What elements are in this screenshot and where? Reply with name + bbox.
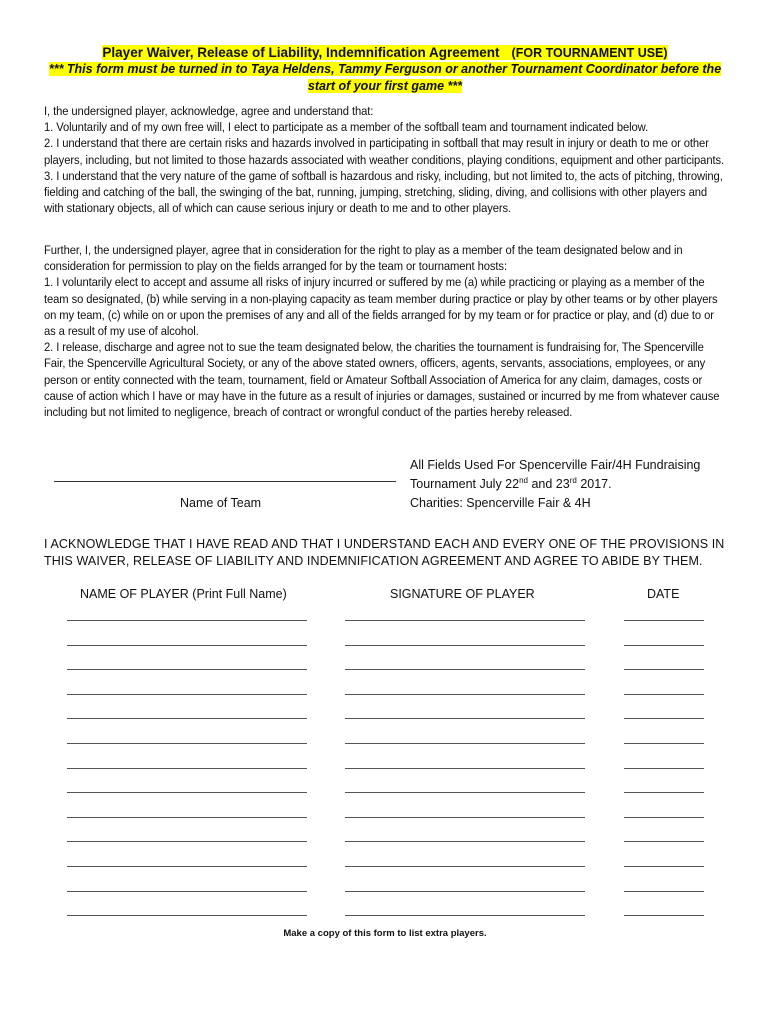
player-signature-line[interactable] — [345, 915, 585, 916]
footer-note: Make a copy of this form to list extra players. — [283, 928, 487, 939]
player-name-line[interactable] — [67, 841, 307, 842]
player-name-line[interactable] — [67, 817, 307, 818]
intro-clause-3: 3. I understand that the very nature of the game of softball is hazardous and risky, including, but not limited to, the acts of pitching, throwing, fielding and catching of the ball, the swinging of the bat, running, jumping, stretching, sliding, diving, and collisions with other players and with stationary objects, all of which can cause serious injury or death to me and to other players. — [44, 168, 723, 216]
player-date-line[interactable] — [624, 841, 704, 842]
player-date-line[interactable] — [624, 817, 704, 818]
player-signature-line[interactable] — [345, 792, 585, 793]
intro-statement: I, the undersigned player, acknowledge, agree and understand that: — [44, 104, 374, 118]
charities-label: Charities: Spencerville Fair & 4H — [410, 496, 591, 510]
player-name-line[interactable] — [67, 891, 307, 892]
tournament-fields-note — [410, 457, 730, 492]
form-title-highlight — [102, 45, 667, 60]
fields-note-date-2: and 23 — [528, 477, 570, 492]
player-signature-line[interactable] — [345, 669, 585, 670]
further-clause-2: 2. I release, discharge and agree not to sue the team designated below, the charities the tournament is fundraising for, The Spencerville Fair, the Spencerville Agricultural Society, or any of the above stated owners, officers, agents, servants, associations, employees, or any person or entity connected with the team, tournament, field or Amateur Softball Association of America for any claim, damages, costs or cause of action which I have or may have in the future as a result of injuries or damages, sustained or incurred by me from whatever cause including but not limited to negligence, breach of contract or wrongful conduct of the parties hereby released. — [44, 340, 720, 420]
fields-note-line1: All Fields Used For Spencerville Fair/4H Fundraising — [410, 458, 701, 472]
player-date-line[interactable] — [624, 743, 704, 744]
player-signature-line[interactable] — [345, 645, 585, 646]
fields-note-sup-2: rd — [569, 476, 577, 485]
team-name-line[interactable] — [54, 481, 396, 482]
player-signature-line[interactable] — [345, 718, 585, 719]
submission-notice-text: *** This form must be turned in to Taya Heldens, Tammy Ferguson or another Tournament Coordinator before the start of your first game *** — [48, 62, 722, 93]
player-name-column-header: NAME OF PLAYER (Print Full Name) — [80, 587, 287, 601]
fields-note-date-1: Tournament July 22 — [410, 477, 520, 492]
player-name-line[interactable] — [67, 718, 307, 719]
further-statement: Further, I, the undersigned player, agree that in consideration for the right to play as a member of the team designated below and in consideration for permission to play on the fields arranged for by the team or tournament hosts: — [44, 243, 683, 274]
signature-column-header: SIGNATURE OF PLAYER — [390, 587, 535, 601]
player-date-line[interactable] — [624, 645, 704, 646]
player-date-line[interactable] — [624, 694, 704, 695]
player-date-line[interactable] — [624, 620, 704, 621]
player-date-line[interactable] — [624, 669, 704, 670]
player-signature-line[interactable] — [345, 891, 585, 892]
player-date-line[interactable] — [624, 718, 704, 719]
player-date-line[interactable] — [624, 792, 704, 793]
team-name-label: Name of Team — [180, 496, 262, 510]
form-title — [44, 44, 726, 62]
player-signature-line[interactable] — [345, 841, 585, 842]
player-signature-line[interactable] — [345, 768, 585, 769]
fields-note-sup-1: nd — [519, 476, 528, 485]
player-signature-line[interactable] — [345, 743, 585, 744]
submission-notice — [44, 61, 726, 95]
fields-note-year: 2017. — [576, 477, 612, 492]
player-signature-line[interactable] — [345, 866, 585, 867]
further-section — [44, 242, 725, 420]
player-date-line[interactable] — [624, 915, 704, 916]
form-title-main: Player Waiver, Release of Liability, Indemnification Agreement — [102, 45, 500, 60]
player-name-line[interactable] — [67, 768, 307, 769]
further-clause-1: 1. I voluntarily elect to accept and assume all risks of injury incurred or suffered by me (a) while practicing or playing as a member of the team so designated, (b) while serving in a non-playing capacity as team member during practice or play by other teams or by other players on my team, (c) while on or upon the premises of any and all of the fields arranged for by my team or for practice or play, and (d) due to or as a result of my use of alcohol. — [44, 275, 718, 339]
player-signature-line[interactable] — [345, 620, 585, 621]
player-name-line[interactable] — [67, 866, 307, 867]
player-name-line[interactable] — [67, 694, 307, 695]
player-name-line[interactable] — [67, 669, 307, 670]
player-signature-line[interactable] — [345, 817, 585, 818]
form-title-tag: (FOR TOURNAMENT USE) — [511, 46, 668, 60]
player-name-line[interactable] — [67, 645, 307, 646]
player-name-line[interactable] — [67, 915, 307, 916]
player-name-line[interactable] — [67, 792, 307, 793]
intro-clause-1: 1. Voluntarily and of my own free will, I elect to participate as a member of the softball team and tournament indicated below. — [44, 120, 649, 135]
fields-note-line2 — [410, 473, 730, 492]
player-date-line[interactable] — [624, 866, 704, 867]
date-column-header: DATE — [647, 587, 680, 601]
player-name-line[interactable] — [67, 743, 307, 744]
player-signature-line[interactable] — [345, 694, 585, 695]
player-date-line[interactable] — [624, 768, 704, 769]
intro-clause-2: 2. I understand that there are certain risks and hazards involved in participating in softball that may result in injury or death to me or other players, including, but not limited to those hazards associated with weather conditions, playing conditions, equipment and other participants. — [44, 136, 725, 167]
player-date-line[interactable] — [624, 891, 704, 892]
acknowledgement-statement: I ACKNOWLEDGE THAT I HAVE READ AND THAT I UNDERSTAND EACH AND EVERY ONE OF THE PROVISIONS IN THIS WAIVER, RELEASE OF LIABILITY AND INDEMNIFICATION AGREEMENT AND AGREE TO ABIDE BY THEM. — [44, 537, 725, 568]
player-name-line[interactable] — [67, 620, 307, 621]
intro-section — [44, 103, 725, 216]
